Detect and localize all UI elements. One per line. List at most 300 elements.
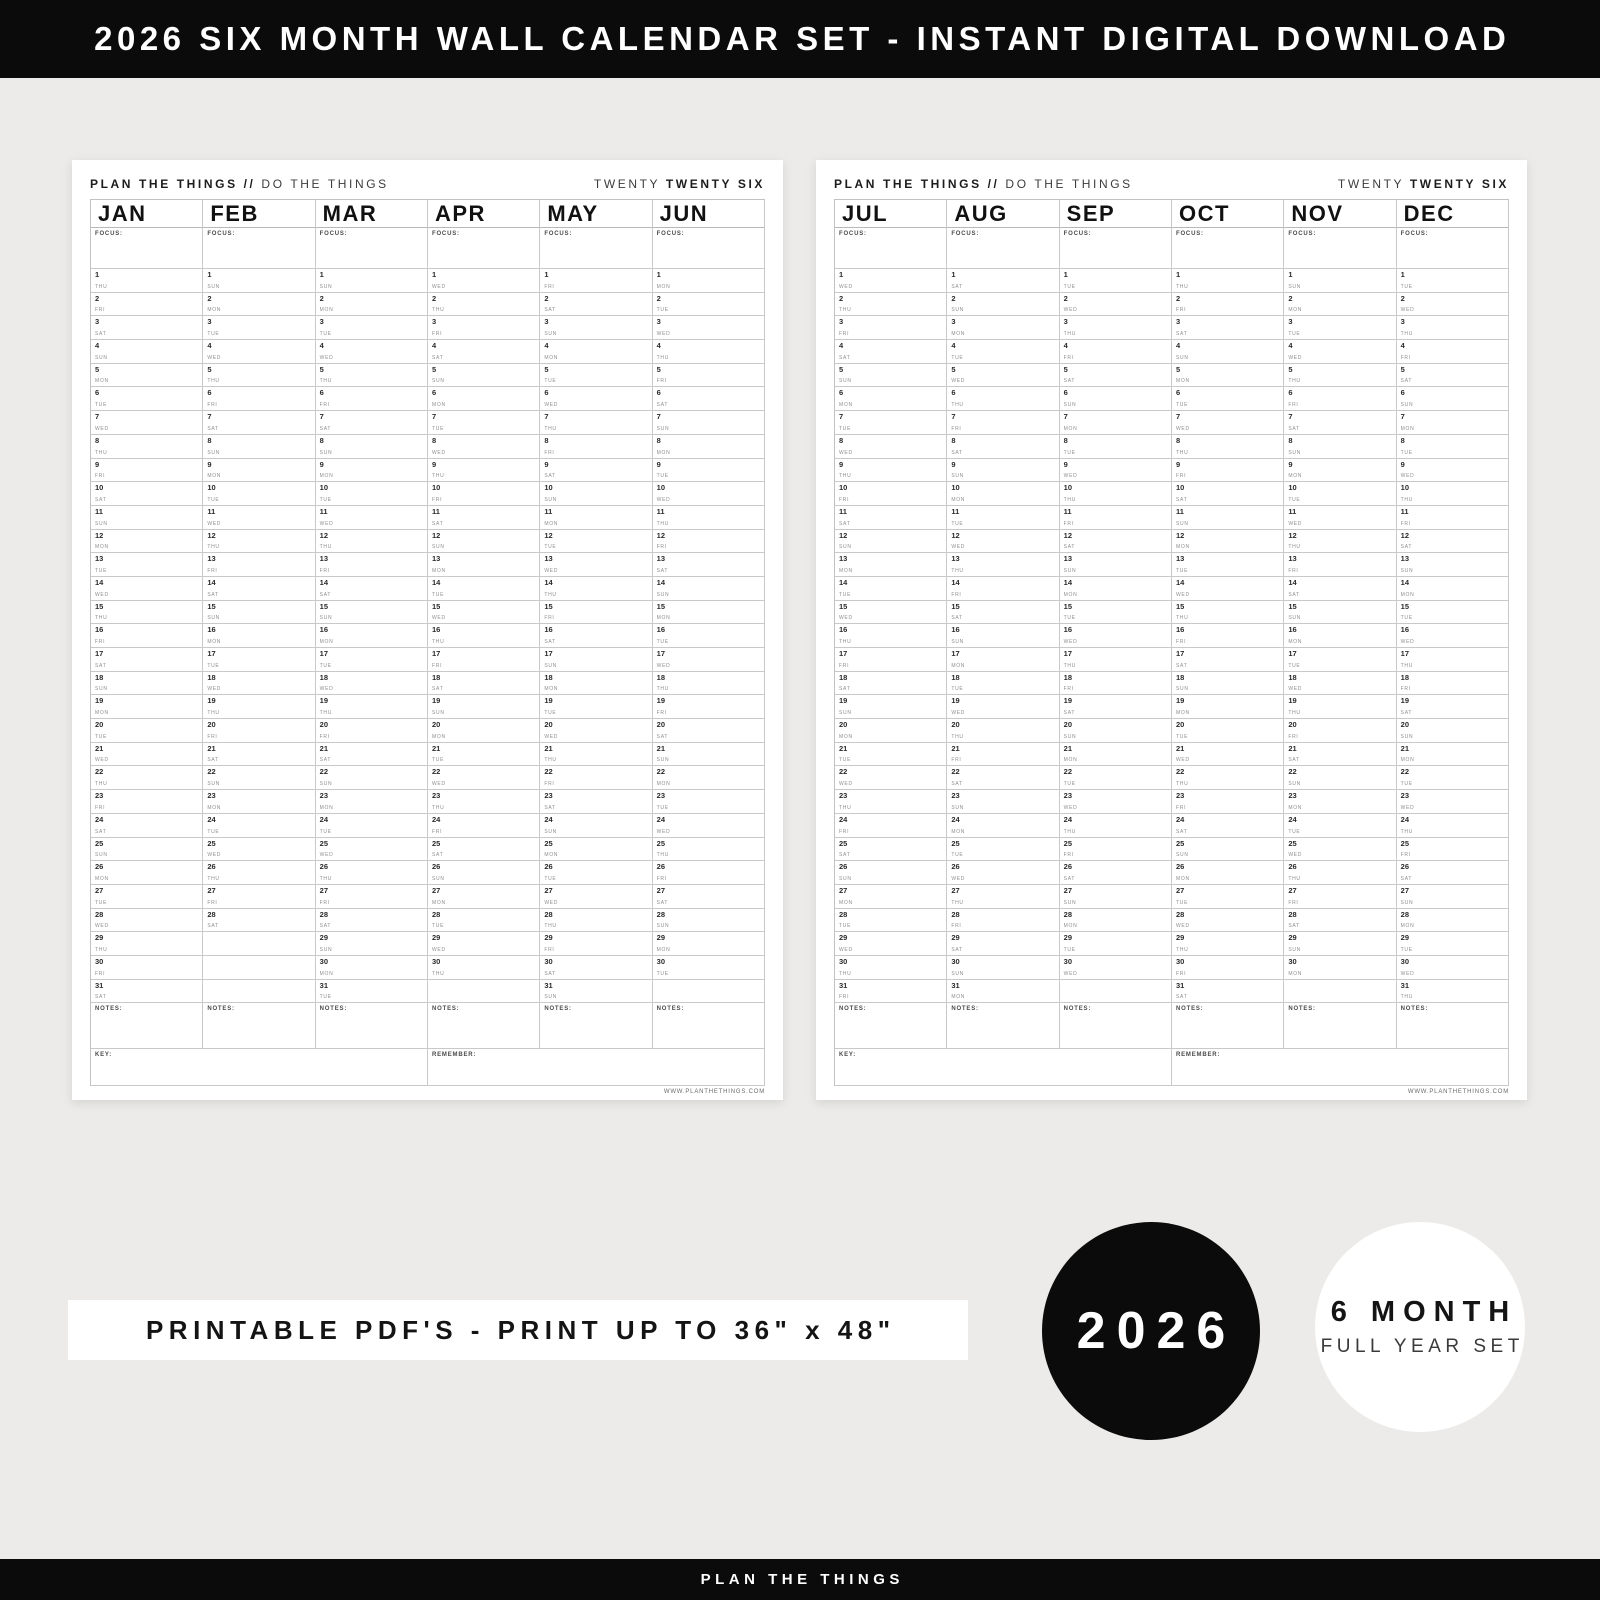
day-cell-dec-3 [1397, 316, 1509, 340]
day-cell-apr-14 [428, 577, 540, 601]
day-weekday: THU [432, 307, 445, 314]
day-cell-jan-14 [91, 577, 203, 601]
day-weekday: FRI [432, 496, 443, 503]
day-number: 12 [207, 530, 216, 540]
day-number: 27 [839, 885, 848, 895]
day-number: 9 [207, 459, 212, 469]
day-number: 27 [951, 885, 960, 895]
day-cell-jan-25 [91, 838, 203, 862]
day-number: 31 [1176, 980, 1185, 990]
focus-cell-jan: FOCUS: [91, 228, 203, 269]
day-weekday: FRI [544, 283, 555, 290]
day-weekday: SAT [207, 757, 219, 764]
day-weekday: MON [839, 733, 853, 740]
day-cell-nov-29 [1284, 932, 1396, 956]
day-weekday: THU [319, 544, 333, 551]
day-number: 13 [319, 554, 328, 564]
day-weekday: THU [1063, 496, 1077, 503]
day-weekday: SUN [951, 970, 964, 977]
day-number: 24 [544, 814, 553, 824]
day-number: 22 [1288, 767, 1297, 777]
day-number: 25 [839, 838, 848, 848]
day-weekday: SAT [1063, 544, 1076, 551]
day-weekday: FRI [432, 331, 443, 338]
day-cell-jul-26 [835, 861, 947, 885]
day-weekday: MON [95, 875, 109, 882]
day-number: 10 [1176, 483, 1185, 493]
day-cell-jan-29 [91, 932, 203, 956]
day-number: 19 [1176, 696, 1185, 706]
day-number: 22 [839, 767, 848, 777]
day-cell-jun-27 [653, 885, 765, 909]
day-cell-dec-19 [1397, 695, 1509, 719]
day-number: 23 [319, 791, 328, 801]
day-cell-may-8 [540, 435, 652, 459]
day-cell-jan-19 [91, 695, 203, 719]
year-badge [1042, 1222, 1260, 1440]
day-number: 15 [1176, 601, 1185, 611]
day-cell-feb-27 [203, 885, 315, 909]
day-cell-oct-8 [1172, 435, 1284, 459]
month-header-sep: SEP [1060, 200, 1172, 228]
day-number: 13 [839, 554, 848, 564]
day-number: 16 [1288, 625, 1297, 635]
day-weekday: WED [319, 852, 334, 859]
day-weekday: THU [1063, 828, 1077, 835]
day-cell-may-10 [540, 482, 652, 506]
day-weekday: THU [1400, 828, 1414, 835]
day-cell-dec-18 [1397, 672, 1509, 696]
day-number: 20 [544, 720, 553, 730]
day-weekday: THU [1288, 544, 1301, 551]
day-number: 1 [95, 270, 100, 279]
day-number: 1 [1063, 270, 1068, 279]
day-number: 23 [1288, 791, 1297, 801]
day-cell-feb-5 [203, 364, 315, 388]
day-weekday: THU [1063, 331, 1077, 338]
day-number: 1 [207, 270, 212, 279]
day-number: 11 [951, 506, 960, 516]
day-weekday: MON [207, 473, 222, 480]
key-cell: KEY: [91, 1049, 428, 1086]
day-cell-nov-6 [1284, 387, 1396, 411]
day-cell-jul-7 [835, 411, 947, 435]
day-number: 25 [656, 838, 665, 848]
day-cell-jun-21 [653, 743, 765, 767]
day-cell-jan-20 [91, 719, 203, 743]
day-weekday: MON [1063, 757, 1078, 764]
day-weekday: WED [1063, 473, 1078, 480]
day-number: 1 [1400, 270, 1405, 279]
day-weekday: WED [1288, 354, 1303, 361]
day-weekday: SAT [319, 425, 332, 432]
day-cell-nov-14 [1284, 577, 1396, 601]
day-cell-feb-31 [203, 980, 315, 1004]
day-number: 5 [1063, 364, 1068, 374]
day-cell-apr-19 [428, 695, 540, 719]
day-number: 20 [1400, 720, 1409, 730]
day-number: 3 [1400, 317, 1405, 327]
focus-cell-apr: FOCUS: [428, 228, 540, 269]
day-cell-nov-28 [1284, 909, 1396, 933]
day-number: 13 [95, 554, 104, 564]
day-cell-oct-15 [1172, 601, 1284, 625]
day-number: 1 [839, 270, 844, 279]
day-number: 26 [1176, 862, 1185, 872]
day-cell-jul-16 [835, 624, 947, 648]
day-weekday: SUN [656, 923, 670, 930]
day-weekday: WED [656, 662, 671, 669]
day-number: 19 [656, 696, 665, 706]
day-cell-apr-2 [428, 293, 540, 317]
day-weekday: SAT [544, 307, 556, 314]
day-weekday: MON [207, 307, 222, 314]
day-number: 26 [432, 862, 441, 872]
day-number: 15 [1288, 601, 1297, 611]
day-cell-jan-15 [91, 601, 203, 625]
day-number: 10 [207, 483, 216, 493]
day-cell-mar-4 [316, 340, 428, 364]
day-cell-sep-7 [1060, 411, 1172, 435]
day-cell-apr-23 [428, 790, 540, 814]
day-number: 18 [432, 672, 441, 682]
day-number: 21 [544, 743, 553, 753]
day-weekday: SUN [1176, 686, 1189, 693]
day-cell-jun-5 [653, 364, 765, 388]
day-cell-may-16 [540, 624, 652, 648]
day-number: 8 [95, 435, 100, 445]
day-number: 1 [656, 270, 661, 279]
day-number: 10 [1288, 483, 1297, 493]
day-cell-jun-3 [653, 316, 765, 340]
day-cell-apr-10 [428, 482, 540, 506]
day-number: 16 [95, 625, 104, 635]
notes-cell-dec: NOTES: [1397, 1003, 1509, 1049]
day-cell-apr-17 [428, 648, 540, 672]
day-cell-feb-4 [203, 340, 315, 364]
day-cell-feb-20 [203, 719, 315, 743]
day-cell-feb-22 [203, 766, 315, 790]
day-cell-jul-1 [835, 269, 947, 293]
day-number: 29 [1400, 933, 1409, 943]
day-number: 10 [95, 483, 104, 493]
day-weekday: SUN [1063, 899, 1077, 906]
day-weekday: SAT [319, 591, 332, 598]
day-cell-aug-27 [947, 885, 1059, 909]
day-number: 11 [839, 506, 847, 516]
day-weekday: FRI [95, 804, 106, 811]
day-number: 14 [951, 577, 960, 587]
day-weekday: SUN [544, 496, 557, 503]
day-weekday: SUN [656, 757, 670, 764]
day-weekday: SAT [544, 804, 556, 811]
day-number: 20 [95, 720, 104, 730]
day-cell-feb-1 [203, 269, 315, 293]
day-number: 24 [1288, 814, 1297, 824]
day-cell-jun-15 [653, 601, 765, 625]
day-number: 25 [207, 838, 216, 848]
notes-cell-jun: NOTES: [653, 1003, 765, 1049]
day-weekday: SAT [1063, 875, 1076, 882]
day-number: 3 [839, 317, 844, 327]
day-weekday: THU [1063, 662, 1077, 669]
day-cell-feb-11 [203, 506, 315, 530]
day-cell-mar-6 [316, 387, 428, 411]
day-cell-jul-11 [835, 506, 947, 530]
day-weekday: FRI [207, 899, 218, 906]
day-number: 5 [951, 364, 956, 374]
day-cell-nov-25 [1284, 838, 1396, 862]
day-cell-dec-31 [1397, 980, 1509, 1004]
day-number: 18 [207, 672, 216, 682]
day-cell-oct-4 [1172, 340, 1284, 364]
day-cell-aug-24 [947, 814, 1059, 838]
day-weekday: WED [951, 875, 966, 882]
day-weekday: FRI [95, 307, 106, 314]
day-number: 31 [95, 980, 104, 990]
day-number: 18 [1063, 672, 1072, 682]
day-number: 19 [544, 696, 553, 706]
day-cell-oct-27 [1172, 885, 1284, 909]
day-weekday: MON [432, 733, 446, 740]
day-weekday: TUE [319, 662, 332, 669]
day-cell-oct-9 [1172, 459, 1284, 483]
day-number: 23 [1063, 791, 1072, 801]
product-title-banner [0, 0, 1600, 78]
day-cell-jun-19 [653, 695, 765, 719]
day-weekday: WED [656, 331, 671, 338]
day-cell-jan-10 [91, 482, 203, 506]
day-number: 14 [1176, 577, 1185, 587]
page-header [90, 168, 765, 199]
day-number: 13 [656, 554, 665, 564]
day-number: 20 [656, 720, 665, 730]
day-cell-jul-6 [835, 387, 947, 411]
day-weekday: FRI [544, 946, 555, 953]
day-number: 24 [432, 814, 441, 824]
day-weekday: TUE [951, 354, 964, 361]
day-weekday: MON [1400, 923, 1415, 930]
day-cell-mar-13 [316, 553, 428, 577]
day-cell-aug-6 [947, 387, 1059, 411]
day-number: 6 [544, 388, 549, 398]
day-number: 17 [656, 649, 665, 658]
day-number: 21 [319, 743, 328, 753]
day-weekday: SAT [319, 757, 332, 764]
day-cell-dec-30 [1397, 956, 1509, 980]
day-weekday: THU [1400, 331, 1414, 338]
day-weekday: FRI [432, 828, 443, 835]
brand-name: PLAN THE THINGS // [90, 176, 256, 191]
day-number: 6 [839, 388, 844, 398]
day-weekday: FRI [1176, 307, 1187, 314]
year-text-light: TWENTY [593, 176, 660, 191]
day-cell-oct-26 [1172, 861, 1284, 885]
day-number: 13 [207, 554, 216, 564]
day-number: 1 [1288, 270, 1293, 279]
day-cell-sep-6 [1060, 387, 1172, 411]
day-weekday: FRI [319, 567, 330, 574]
day-number: 18 [951, 672, 960, 682]
day-weekday: TUE [1176, 567, 1189, 574]
day-number: 17 [544, 649, 553, 658]
day-weekday: TUE [95, 567, 108, 574]
day-number: 9 [432, 459, 437, 469]
day-number: 29 [656, 933, 665, 943]
day-weekday: WED [544, 567, 559, 574]
day-number: 9 [1063, 459, 1068, 469]
day-cell-jun-23 [653, 790, 765, 814]
website-url: WWW.PLANTHETHINGS.COM [1407, 1089, 1509, 1095]
day-number: 13 [951, 554, 960, 564]
day-weekday: SAT [839, 686, 851, 693]
day-weekday: FRI [1400, 852, 1411, 859]
day-number: 4 [839, 341, 844, 351]
day-weekday: WED [1400, 804, 1415, 811]
day-weekday: THU [432, 970, 445, 977]
day-cell-apr-31 [428, 980, 540, 1004]
day-weekday: MON [1176, 875, 1190, 882]
day-weekday: MON [1288, 473, 1303, 480]
day-weekday: MON [207, 804, 222, 811]
day-number: 2 [1176, 293, 1181, 303]
day-number: 14 [95, 577, 104, 587]
day-weekday: SAT [319, 923, 332, 930]
month-header-dec: DEC [1397, 200, 1509, 228]
day-weekday: TUE [1176, 733, 1189, 740]
day-number: 28 [432, 909, 441, 919]
day-number: 29 [1288, 933, 1297, 943]
day-weekday: THU [207, 378, 220, 385]
day-cell-mar-26 [316, 861, 428, 885]
day-cell-apr-12 [428, 530, 540, 554]
day-cell-oct-20 [1172, 719, 1284, 743]
day-number: 12 [951, 530, 960, 540]
day-weekday: WED [1063, 970, 1078, 977]
day-weekday: WED [1176, 923, 1190, 930]
day-number: 6 [1176, 388, 1181, 398]
day-weekday: MON [656, 946, 671, 953]
day-number: 29 [1176, 933, 1185, 943]
day-number: 28 [544, 909, 553, 919]
day-number: 29 [319, 933, 328, 943]
day-cell-jun-4 [653, 340, 765, 364]
day-number: 23 [1400, 791, 1409, 801]
day-weekday: WED [95, 591, 109, 598]
day-cell-aug-7 [947, 411, 1059, 435]
day-weekday: WED [319, 686, 334, 693]
day-cell-mar-16 [316, 624, 428, 648]
day-cell-mar-14 [316, 577, 428, 601]
day-cell-sep-24 [1060, 814, 1172, 838]
day-number: 23 [544, 791, 553, 801]
day-cell-jul-8 [835, 435, 947, 459]
day-weekday: THU [951, 567, 964, 574]
day-cell-mar-15 [316, 601, 428, 625]
day-number: 25 [319, 838, 328, 848]
set-badge-line2: FULL YEAR SET [1320, 1336, 1524, 1357]
day-number: 23 [1176, 791, 1185, 801]
day-number: 11 [207, 506, 216, 516]
day-cell-apr-24 [428, 814, 540, 838]
day-number: 8 [1063, 435, 1068, 445]
day-weekday: THU [951, 733, 964, 740]
day-cell-may-18 [540, 672, 652, 696]
day-number: 22 [319, 767, 328, 777]
day-number: 8 [319, 435, 324, 445]
day-cell-may-5 [540, 364, 652, 388]
day-cell-dec-28 [1397, 909, 1509, 933]
day-number: 28 [95, 909, 104, 919]
day-weekday: TUE [1063, 781, 1076, 788]
day-cell-jul-10 [835, 482, 947, 506]
day-cell-jan-30 [91, 956, 203, 980]
day-number: 27 [1288, 885, 1297, 895]
day-number: 25 [544, 838, 553, 848]
day-weekday: TUE [207, 828, 220, 835]
day-weekday: WED [1400, 307, 1415, 314]
day-number: 12 [1063, 530, 1072, 540]
day-number: 15 [839, 601, 848, 611]
day-number: 14 [319, 577, 328, 587]
day-number: 19 [1063, 696, 1072, 706]
day-cell-mar-3 [316, 316, 428, 340]
day-weekday: THU [95, 449, 108, 456]
day-number: 2 [656, 293, 661, 303]
day-weekday: SAT [656, 567, 669, 574]
day-weekday: WED [1063, 639, 1078, 645]
day-number: 6 [1400, 388, 1405, 398]
day-cell-feb-10 [203, 482, 315, 506]
day-weekday: THU [544, 591, 557, 598]
day-number: 18 [544, 672, 553, 682]
day-number: 9 [1288, 459, 1293, 469]
notes-cell-mar: NOTES: [316, 1003, 428, 1049]
day-number: 30 [1288, 956, 1297, 966]
focus-cell-aug: FOCUS: [947, 228, 1059, 269]
day-cell-jul-25 [835, 838, 947, 862]
day-cell-apr-18 [428, 672, 540, 696]
day-cell-nov-30 [1284, 956, 1396, 980]
day-cell-jul-29 [835, 932, 947, 956]
day-weekday: THU [1176, 283, 1189, 290]
day-weekday: SUN [207, 781, 220, 788]
day-number: 24 [1400, 814, 1409, 824]
day-number: 11 [1063, 506, 1072, 516]
day-number: 26 [207, 862, 216, 872]
brand-footer-bar [0, 1559, 1600, 1600]
day-cell-aug-17 [947, 648, 1059, 672]
day-weekday: SAT [432, 354, 444, 361]
day-cell-may-1 [540, 269, 652, 293]
day-number: 16 [319, 625, 328, 635]
day-weekday: WED [839, 946, 853, 953]
day-weekday: TUE [951, 686, 964, 693]
day-weekday: WED [839, 283, 853, 290]
day-number: 11 [1400, 506, 1409, 516]
day-number: 10 [1400, 483, 1409, 493]
day-cell-oct-12 [1172, 530, 1284, 554]
day-weekday: FRI [207, 402, 218, 409]
day-weekday: THU [656, 686, 670, 693]
day-cell-jan-2 [91, 293, 203, 317]
day-cell-apr-20 [428, 719, 540, 743]
day-number: 17 [95, 649, 104, 658]
day-weekday: TUE [319, 331, 332, 338]
day-cell-may-14 [540, 577, 652, 601]
day-number: 17 [1400, 649, 1409, 658]
remember-cell: REMEMBER: [1172, 1049, 1509, 1086]
